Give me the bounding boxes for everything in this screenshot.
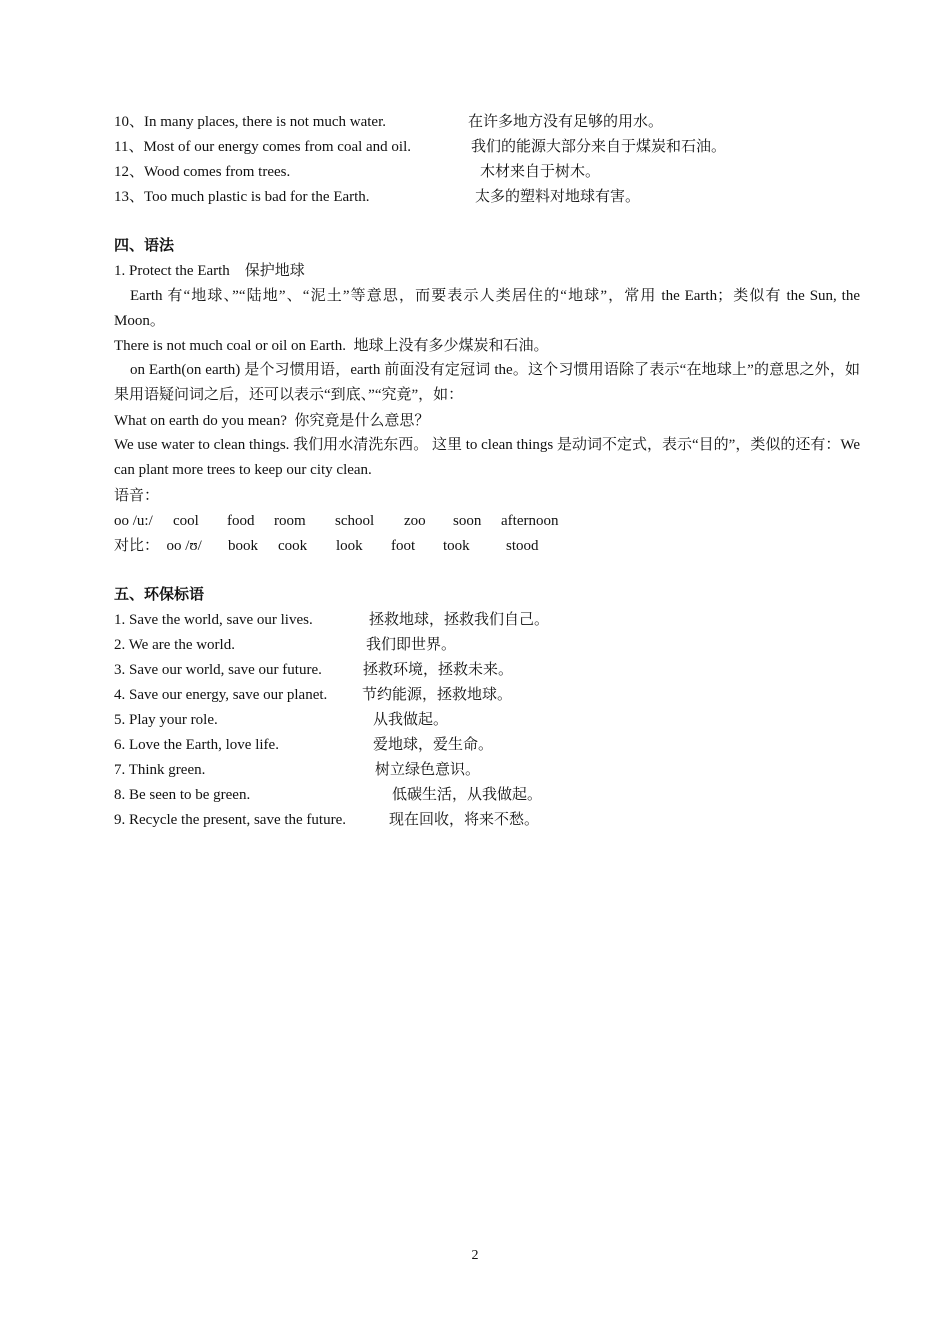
slogan-zh: 拯救地球，拯救我们自己。 <box>369 612 550 628</box>
phonetic-word: foot <box>391 538 416 554</box>
sentence-zh: 太多的塑料对地球有害。 <box>475 189 641 205</box>
phonetic-word: stood <box>506 538 539 554</box>
slogan-en: 7. Think green. <box>114 762 206 778</box>
grammar-example: What on earth do you mean? 你究竟是什么意思？ <box>114 413 430 429</box>
slogan-en: 9. Recycle the present, save the future. <box>114 812 346 828</box>
slogan-en: 2. We are the world. <box>114 637 235 653</box>
phonetic-word: look <box>336 538 363 554</box>
phonetic-word: school <box>335 513 375 529</box>
grammar-paragraph: We use water to clean things. 我们用水清洗东西。 这里 to clean things 是动词不定式，表示“目的”，类似的还有：We can plant more trees to keep our city clean. <box>114 437 860 478</box>
phonetic-label: oo /u:/ <box>114 513 153 529</box>
slogans-heading: 五、环保标语 <box>114 587 205 603</box>
slogan-en: 1. Save the world, save our lives. <box>114 612 313 628</box>
slogan-zh: 节约能源，拯救地球。 <box>362 687 513 703</box>
phonetic-word: food <box>227 513 255 529</box>
grammar-item-title: 1. Protect the Earth 保护地球 <box>114 263 305 279</box>
phonetic-word: took <box>443 538 470 554</box>
grammar-heading: 四、语法 <box>114 238 175 254</box>
slogan-en: 3. Save our world, save our future. <box>114 662 322 678</box>
phonetic-word: afternoon <box>501 513 559 529</box>
slogan-en: 6. Love the Earth, love life. <box>114 737 279 753</box>
sentence-zh: 木材来自于树木。 <box>480 164 601 180</box>
phonetics-label: 语音： <box>114 488 160 504</box>
sentence-en: 10、In many places, there is not much water. <box>114 114 387 130</box>
slogan-zh: 现在回收，将来不愁。 <box>389 812 540 828</box>
sentence-en: 11、Most of our energy comes from coal and oil. <box>114 139 412 155</box>
grammar-paragraph: on Earth(on earth) 是个习惯用语，earth 前面没有定冠词 the。这个习惯用语除了表示“在地球上”的意思之外，如果用语疑问词之后，还可以表示“到底、”“究竟”，如： <box>114 362 860 403</box>
sentence-en: 12、Wood comes from trees. <box>114 164 291 180</box>
sentence-en: 13、Too much plastic is bad for the Earth. <box>114 189 370 205</box>
phonetic-word: room <box>274 513 306 529</box>
phonetic-label: 对比： oo /ʊ/ <box>114 538 202 554</box>
slogan-zh: 从我做起。 <box>373 712 449 728</box>
phonetic-word: cool <box>173 513 199 529</box>
slogan-zh: 低碳生活，从我做起。 <box>392 787 543 803</box>
phonetic-word: soon <box>453 513 482 529</box>
grammar-paragraph: Earth 有“地球、”“陆地”、“泥土”等意思，而要表示人类居住的“地球”，常用 the Earth；类似有 the Sun, the Moon。 <box>114 288 860 329</box>
grammar-example: There is not much coal or oil on Earth. 地球上没有多少煤炭和石油。 <box>114 338 549 354</box>
slogan-zh: 拯救环境，拯救未来。 <box>363 662 514 678</box>
sentence-zh: 我们的能源大部分来自于煤炭和石油。 <box>471 139 727 155</box>
phonetic-word: zoo <box>404 513 426 529</box>
slogan-en: 8. Be seen to be green. <box>114 787 251 803</box>
slogan-zh: 树立绿色意识。 <box>375 762 481 778</box>
slogan-en: 4. Save our energy, save our planet. <box>114 687 328 703</box>
phonetic-word: cook <box>278 538 308 554</box>
slogan-en: 5. Play your role. <box>114 712 218 728</box>
page-number: 2 <box>471 1248 479 1263</box>
slogan-zh: 爱地球，爱生命。 <box>373 737 494 753</box>
phonetic-word: book <box>228 538 258 554</box>
slogan-zh: 我们即世界。 <box>366 637 457 653</box>
sentence-zh: 在许多地方没有足够的用水。 <box>468 114 664 130</box>
